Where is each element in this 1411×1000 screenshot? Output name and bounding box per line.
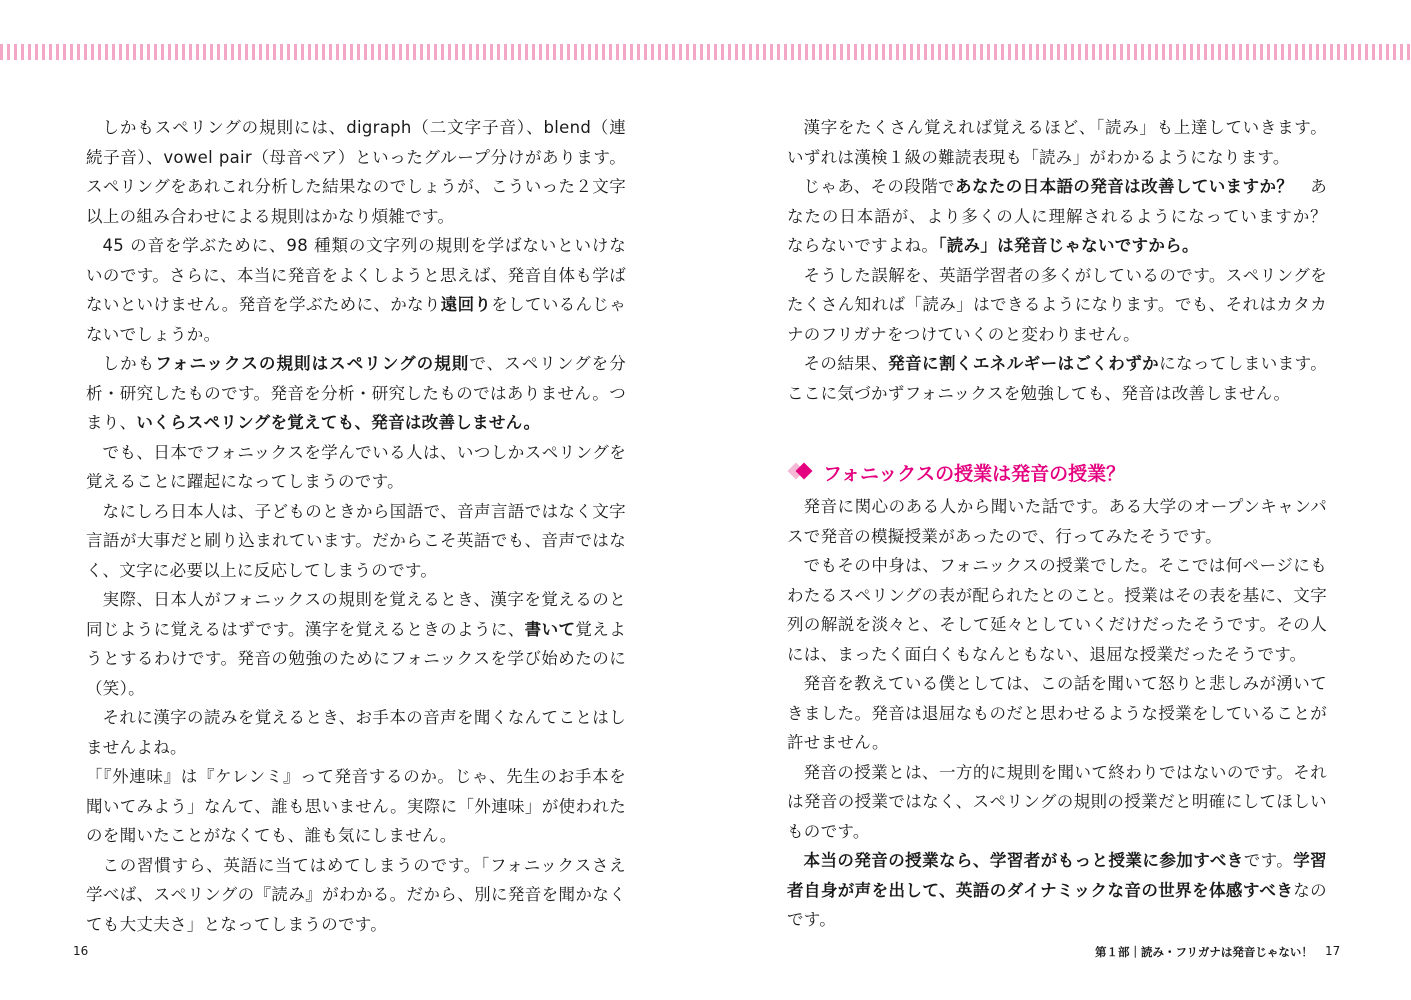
- text-run: なのです。: [787, 880, 1327, 929]
- page-number-right: 17: [1325, 944, 1341, 958]
- paragraph: [86, 851, 626, 940]
- text-run: しかもスペリングの規則には、digraph（二文字子音）、blend（連続子音）、vowel pair（母音ペア）といったグループ分けがあります。スペリングをあれこれ分析した結果なのでしょうが、こういった２文字以上の組み合わせによる規則はかなり煩雑です。: [86, 118, 626, 226]
- paragraph: [86, 113, 626, 231]
- paragraph: [787, 551, 1327, 669]
- emphasis-text: 発音に割くエネルギーはごくわずか: [888, 354, 1160, 373]
- right-page-section: [787, 492, 1327, 935]
- paragraph: [86, 497, 626, 586]
- emphasis-text: いくらスペリングを覚えても、発音は改善しません。: [136, 413, 541, 432]
- paragraph: [787, 846, 1327, 935]
- paragraph: [86, 585, 626, 703]
- text-run: それに漢字の読みを覚えるとき、お手本の音声を聞くなんてことはしませんよね。: [86, 708, 626, 757]
- text-run: でも、日本でフォニックスを学んでいる人は、いつしかスペリングを覚えることに躍起になってしまうのです。: [86, 442, 626, 491]
- paragraph: [787, 492, 1327, 551]
- left-page-body: [86, 113, 626, 939]
- running-head: 第１部｜読み・フリガナは発音じゃない！: [1095, 945, 1313, 959]
- emphasis-text: あなたの日本語の発音は改善していますか？: [955, 177, 1294, 196]
- text-run: で、スペリングを分析・研究したものです。発音を分析・研究したものではありません。つまり、: [86, 354, 627, 432]
- section-heading-text: フォニックスの授業は発音の授業？: [823, 462, 1126, 485]
- text-run: 45 の音を学ぶために、98 種類の文字列の規則を学ばないといけないのです。さらに、本当に発音をよくしようと思えば、発音自体も学ばないといけません。発音を学ぶために、かなり: [86, 236, 626, 314]
- emphasis-text: 「読み」は発音じゃないですから。: [938, 236, 1199, 255]
- text-run: 「『外連味』は『ケレンミ』って発音するのか。じゃ、先生のお手本を聞いてみよう」なんて、誰も思いません。実際に「外連味」が使われたのを聞いたことがなくても、誰も気にしません。: [86, 767, 626, 845]
- text-run: 発音に関心のある人から聞いた話です。ある大学のオープンキャンパスで発音の模擬授業があったので、行ってみたそうです。: [787, 497, 1327, 546]
- paragraph: [787, 261, 1327, 350]
- text-run: 覚えようとするわけです。発音の勉強のためにフォニックスを学び始めたのに（笑）。: [86, 619, 626, 698]
- emphasis-text: フォニックスの規則はスペリングの規則: [155, 354, 470, 373]
- right-page-intro: [787, 113, 1327, 408]
- emphasis-text: 遠回り: [440, 295, 492, 314]
- text-run: そうした誤解を、英語学習者の多くがしているのです。スペリングをたくさん知れば「読み」はできるようになります。でも、それはカタカナのフリガナをつけていくのと変わりません。: [787, 265, 1327, 344]
- text-run: じゃあ、その段階で: [803, 177, 956, 196]
- text-run: になってしまいます。ここに気づかずフォニックスを勉強しても、発音は改善しません。: [787, 354, 1327, 403]
- diamond-bullet-icon: [787, 462, 817, 482]
- section-heading: [787, 452, 1327, 492]
- paragraph: [86, 762, 626, 851]
- paragraph: [787, 172, 1327, 261]
- text-run: 発音の授業とは、一方的に規則を聞いて終わりではないのです。それは発音の授業ではなく、スペリングの規則の授業だと明確にしてほしいものです。: [787, 762, 1327, 841]
- text-run: 発音を教えている僕としては、この話を聞いて怒りと悲しみが湧いてきました。発音は退屈なものだと思わせるような授業をしていることが許せません。: [787, 674, 1327, 752]
- page-number-left: 16: [73, 944, 89, 958]
- paragraph: [86, 349, 626, 438]
- paragraph: [787, 349, 1327, 408]
- text-run: しかも: [102, 354, 156, 373]
- emphasis-text: 本当の発音の授業なら、学習者がもっと授業に参加すべき: [803, 851, 1244, 870]
- paragraph: [787, 669, 1327, 758]
- paragraph: [787, 113, 1327, 172]
- paragraph: [787, 758, 1327, 847]
- text-run: その結果、: [803, 354, 889, 373]
- text-run: です。: [1243, 851, 1294, 870]
- text-run: でもその中身は、フォニックスの授業でした。そこでは何ページにもわたるスペリングの表が配られたとのこと。授業はその表を基に、文字列の解説を淡々と、そして延々としていくだけだったそうです。その人には、まったく面白くもなんともない、退屈な授業だったそうです。: [787, 556, 1327, 664]
- paragraph: [86, 438, 626, 497]
- text-run: あなたの日本語が、より多くの人に理解されるようになっていますか？ ならないですよね。: [787, 177, 1327, 255]
- text-run: 漢字をたくさん覚えれば覚えるほど、「読み」も上達していきます。いずれは漢検１級の難読表現も「読み」がわかるようになります。: [787, 118, 1327, 167]
- emphasis-text: 書いて: [524, 619, 576, 639]
- right-page-body: [787, 113, 1327, 935]
- paragraph: [86, 703, 626, 762]
- text-run: この習慣すら、英語に当てはめてしまうのです。「フォニックスさえ学べば、スペリングの『読み』がわかる。だから、別に発音を聞かなくても大丈夫さ」となってしまうのです。: [86, 855, 626, 934]
- emphasis-text: 学習者自身が声を出して、英語のダイナミックな音の世界を体感すべき: [787, 851, 1327, 900]
- paragraph: [86, 231, 626, 349]
- text-run: をしているんじゃないでしょうか。: [86, 295, 626, 344]
- text-run: 実際、日本人がフォニックスの規則を覚えるとき、漢字を覚えるのと同じように覚えるはずです。漢字を覚えるときのように、: [86, 590, 626, 639]
- text-run: なにしろ日本人は、子どものときから国語で、音声言語ではなく文字言語が大事だと刷り込まれています。だからこそ英語でも、音声ではなく、文字に必要以上に反応してしまうのです。: [86, 501, 626, 580]
- top-decorative-stripe: [0, 44, 1411, 60]
